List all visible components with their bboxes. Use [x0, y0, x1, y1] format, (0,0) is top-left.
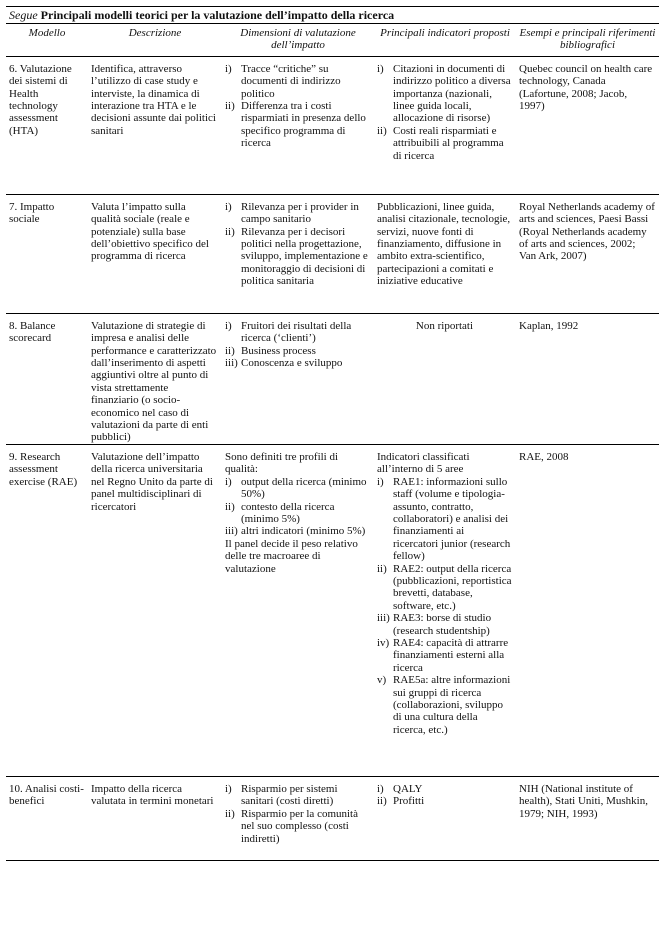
- header-indicatori: Principali indicatori proposti: [374, 24, 516, 56]
- list-item: [377, 125, 512, 162]
- list-item: [377, 63, 512, 125]
- numbered-list: [377, 783, 512, 808]
- list-item-text: Rilevanza per i decisori politici nella progettazione, sviluppo, implementazione e monitoraggio di decisioni di politica sanitaria: [241, 225, 368, 288]
- cell-riferimenti: [516, 776, 659, 860]
- list-item-number: i): [377, 475, 384, 488]
- list-item-text: Costi reali risparmiati e attribuibili al programma di ricerca: [393, 124, 504, 162]
- list-item: [377, 476, 512, 563]
- cell-indicatori: [374, 776, 516, 860]
- list-item-number: ii): [377, 795, 387, 808]
- list-item: [377, 795, 512, 807]
- list-item-number: iv): [377, 636, 390, 649]
- numbered-list: [377, 63, 512, 162]
- list-item-text: contesto della ricerca (minimo 5%): [241, 500, 335, 525]
- descrizione-text: Impatto della ricerca valutata in termini monetari: [91, 782, 214, 808]
- list-item-number: iii): [225, 525, 238, 538]
- list-item: [225, 525, 370, 537]
- list-item-number: ii): [377, 124, 387, 137]
- list-item-text: Fruitori dei risultati della ricerca (‘clienti’): [241, 319, 352, 345]
- header-modello: Modello: [6, 24, 88, 56]
- cell-dimensioni: [222, 194, 374, 313]
- list-item: [225, 320, 370, 345]
- list-item-text: RAE3: borse di studio (research studentship): [393, 612, 492, 637]
- cell-indicatori: [374, 56, 516, 194]
- cell-dimensioni: [222, 444, 374, 776]
- dimensioni-intro: Sono definiti tre profili di qualità:: [225, 450, 339, 476]
- table-title: [6, 6, 659, 24]
- table-row: [6, 776, 659, 860]
- list-item: [225, 201, 370, 226]
- table-row: [6, 194, 659, 313]
- list-item-text: RAE5a: altre informazioni sui gruppi di ricerca (collaborazioni, sviluppo di una cultura della ricerca, etc.): [393, 674, 511, 736]
- list-item-number: i): [377, 782, 384, 795]
- cell-modello: [6, 56, 88, 194]
- cell-indicatori: [374, 194, 516, 313]
- cell-descrizione: [88, 194, 222, 313]
- list-item-number: i): [225, 62, 232, 75]
- riferimenti-text: Royal Netherlands academy of arts and sciences, Paesi Bassi (Royal Netherlands academy of arts and sciences, 2002; Van Ark, 2007): [519, 200, 655, 263]
- cell-dimensioni: [222, 313, 374, 444]
- riferimenti-text: RAE, 2008: [519, 450, 569, 463]
- numbered-list: [225, 320, 370, 370]
- cell-modello: [6, 194, 88, 313]
- cell-descrizione: [88, 776, 222, 860]
- numbered-list: [225, 201, 370, 288]
- list-item-text: Conoscenza e sviluppo: [241, 357, 343, 370]
- cell-descrizione: [88, 444, 222, 776]
- list-item: [225, 226, 370, 288]
- cell-riferimenti: [516, 56, 659, 194]
- list-item-text: altri indicatori (minimo 5%): [241, 525, 366, 538]
- list-item-number: i): [225, 319, 232, 332]
- title-main: Principali modelli teorici per la valutazione dell’impatto della ricerca: [40, 8, 395, 22]
- list-item-text: Risparmio per la comunità nel suo complesso (costi indiretti): [241, 807, 358, 845]
- list-item-text: RAE2: output della ricerca (pubblicazioni, reportistica brevetti, database, software, etc.): [393, 562, 512, 612]
- list-item: [225, 783, 370, 808]
- indicatori-intro: Indicatori classificati all’interno di 5 aree: [377, 450, 470, 476]
- list-item: [377, 674, 512, 736]
- list-item-number: ii): [377, 562, 387, 575]
- list-item-number: ii): [225, 807, 235, 820]
- cell-riferimenti: [516, 194, 659, 313]
- modello-text: 8. Balance scorecard: [9, 319, 56, 345]
- list-item-number: ii): [225, 500, 235, 513]
- cell-dimensioni: [222, 776, 374, 860]
- list-item: [225, 808, 370, 845]
- descrizione-text: Valutazione dell’impatto della ricerca universitaria nel Regno Unito da parte di panel multidisciplinari di ricercatori: [91, 450, 213, 513]
- list-item-number: ii): [225, 100, 235, 113]
- list-item-text: QALY: [393, 782, 423, 795]
- list-item-number: ii): [225, 225, 235, 238]
- list-item: [225, 476, 370, 501]
- models-table: [6, 24, 659, 861]
- list-item-text: output della ricerca (minimo 50%): [241, 475, 367, 501]
- list-item-text: Risparmio per sistemi sanitari (costi diretti): [241, 782, 338, 808]
- table-row: [6, 56, 659, 194]
- list-item-number: v): [377, 674, 387, 687]
- list-item-text: RAE1: informazioni sullo staff (volume e tipologia-assunto, contratto, collaboratori) e analisi dei finanziamenti ai ricercatori junior (research fellow): [393, 475, 511, 563]
- list-item-text: Tracce “critiche” su documenti di indirizzo politico: [241, 62, 341, 100]
- numbered-list: [225, 476, 370, 538]
- modello-text: 7. Impatto sociale: [9, 200, 55, 226]
- indicatori-intro: Pubblicazioni, linee guida, analisi citazionale, tecnologie, servizi, nuove fonti di finanziamento, diffusione in ambito extra-scientifico, partecipazioni a comitati e iniziative educative: [377, 200, 511, 288]
- riferimenti-text: NIH (National institute of health), Stati Uniti, Mushkin, 1979; NIH, 1993): [519, 782, 648, 820]
- header-riferimenti: Esempi e principali riferimenti bibliografici: [516, 24, 659, 56]
- list-item-text: RAE4: capacità di attrarre finanziamenti esterni alla ricerca: [393, 636, 509, 674]
- cell-dimensioni: [222, 56, 374, 194]
- cell-riferimenti: [516, 444, 659, 776]
- modello-text: 9. Research assessment exercise (RAE): [9, 450, 78, 488]
- list-item-text: Citazioni in documenti di indirizzo politico a diversa importanza (nazionali, linee guida locali, allocazione di risorse): [393, 62, 511, 125]
- cell-modello: [6, 444, 88, 776]
- table-row: [6, 444, 659, 776]
- list-item-number: i): [225, 475, 232, 488]
- riferimenti-text: Kaplan, 1992: [519, 319, 579, 332]
- cell-indicatori: [374, 444, 516, 776]
- list-item-number: i): [225, 782, 232, 795]
- list-item: [377, 563, 512, 613]
- cell-descrizione: [88, 313, 222, 444]
- descrizione-text: Identifica, attraverso l’utilizzo di case study e interviste, la dinamica di interazione tra HTA e le decisioni assunte dai politici sanitari: [91, 62, 216, 137]
- modello-text: 6. Valutazione dei sistemi di Health technology assessment (HTA): [9, 62, 72, 137]
- list-item-number: iii): [377, 612, 390, 625]
- list-item: [225, 357, 370, 369]
- cell-riferimenti: [516, 313, 659, 444]
- list-item: [377, 612, 512, 637]
- list-item: [377, 637, 512, 674]
- descrizione-text: Valuta l’impatto sulla qualità sociale (reale e potenziale) sulla base dell’obiettivo specifico del programma di ricerca: [91, 200, 209, 263]
- list-item-number: iii): [225, 357, 238, 370]
- numbered-list: [225, 783, 370, 845]
- header-row: [6, 24, 659, 56]
- list-item-number: i): [377, 62, 384, 75]
- list-item: [225, 501, 370, 526]
- document-page: [6, 6, 659, 861]
- cell-indicatori: [374, 313, 516, 444]
- descrizione-text: Valutazione di strategie di impresa e analisi delle performance e caratterizzato dall’inserimento di aspetti aggiuntivi oltre al punto di vista strettamente finanziario (o socio-economico nel caso di valutazioni da parte di enti pubblici): [91, 319, 217, 444]
- cell-descrizione: [88, 56, 222, 194]
- list-item: [225, 100, 370, 150]
- dimensioni-outro: Il panel decide il peso relativo delle tre macroaree di valutazione: [225, 537, 358, 575]
- list-item: [225, 345, 370, 357]
- indicatori-intro: Non riportati: [415, 319, 474, 332]
- list-item-text: Rilevanza per i provider in campo sanitario: [241, 200, 359, 226]
- modello-text: 10. Analisi costi-benefici: [9, 782, 84, 808]
- table-row: [6, 313, 659, 444]
- list-item: [377, 783, 512, 795]
- title-segue: Segue: [9, 8, 38, 22]
- list-item-number: ii): [225, 344, 235, 357]
- cell-modello: [6, 313, 88, 444]
- list-item-text: Differenza tra i costi risparmiati in presenza dello specifico programma di ricerca: [241, 100, 366, 150]
- list-item-number: i): [225, 200, 232, 213]
- riferimenti-text: Quebec council on health care technology, Canada (Lafortune, 2008; Jacob, 1997): [519, 62, 653, 113]
- list-item-text: Business process: [241, 344, 316, 357]
- list-item-text: Profitti: [393, 795, 425, 808]
- list-item: [225, 63, 370, 100]
- numbered-list: [225, 63, 370, 150]
- header-dimensioni: Dimensioni di valutazione dell’impatto: [222, 24, 374, 56]
- cell-modello: [6, 776, 88, 860]
- header-descrizione: Descrizione: [88, 24, 222, 56]
- numbered-list: [377, 476, 512, 737]
